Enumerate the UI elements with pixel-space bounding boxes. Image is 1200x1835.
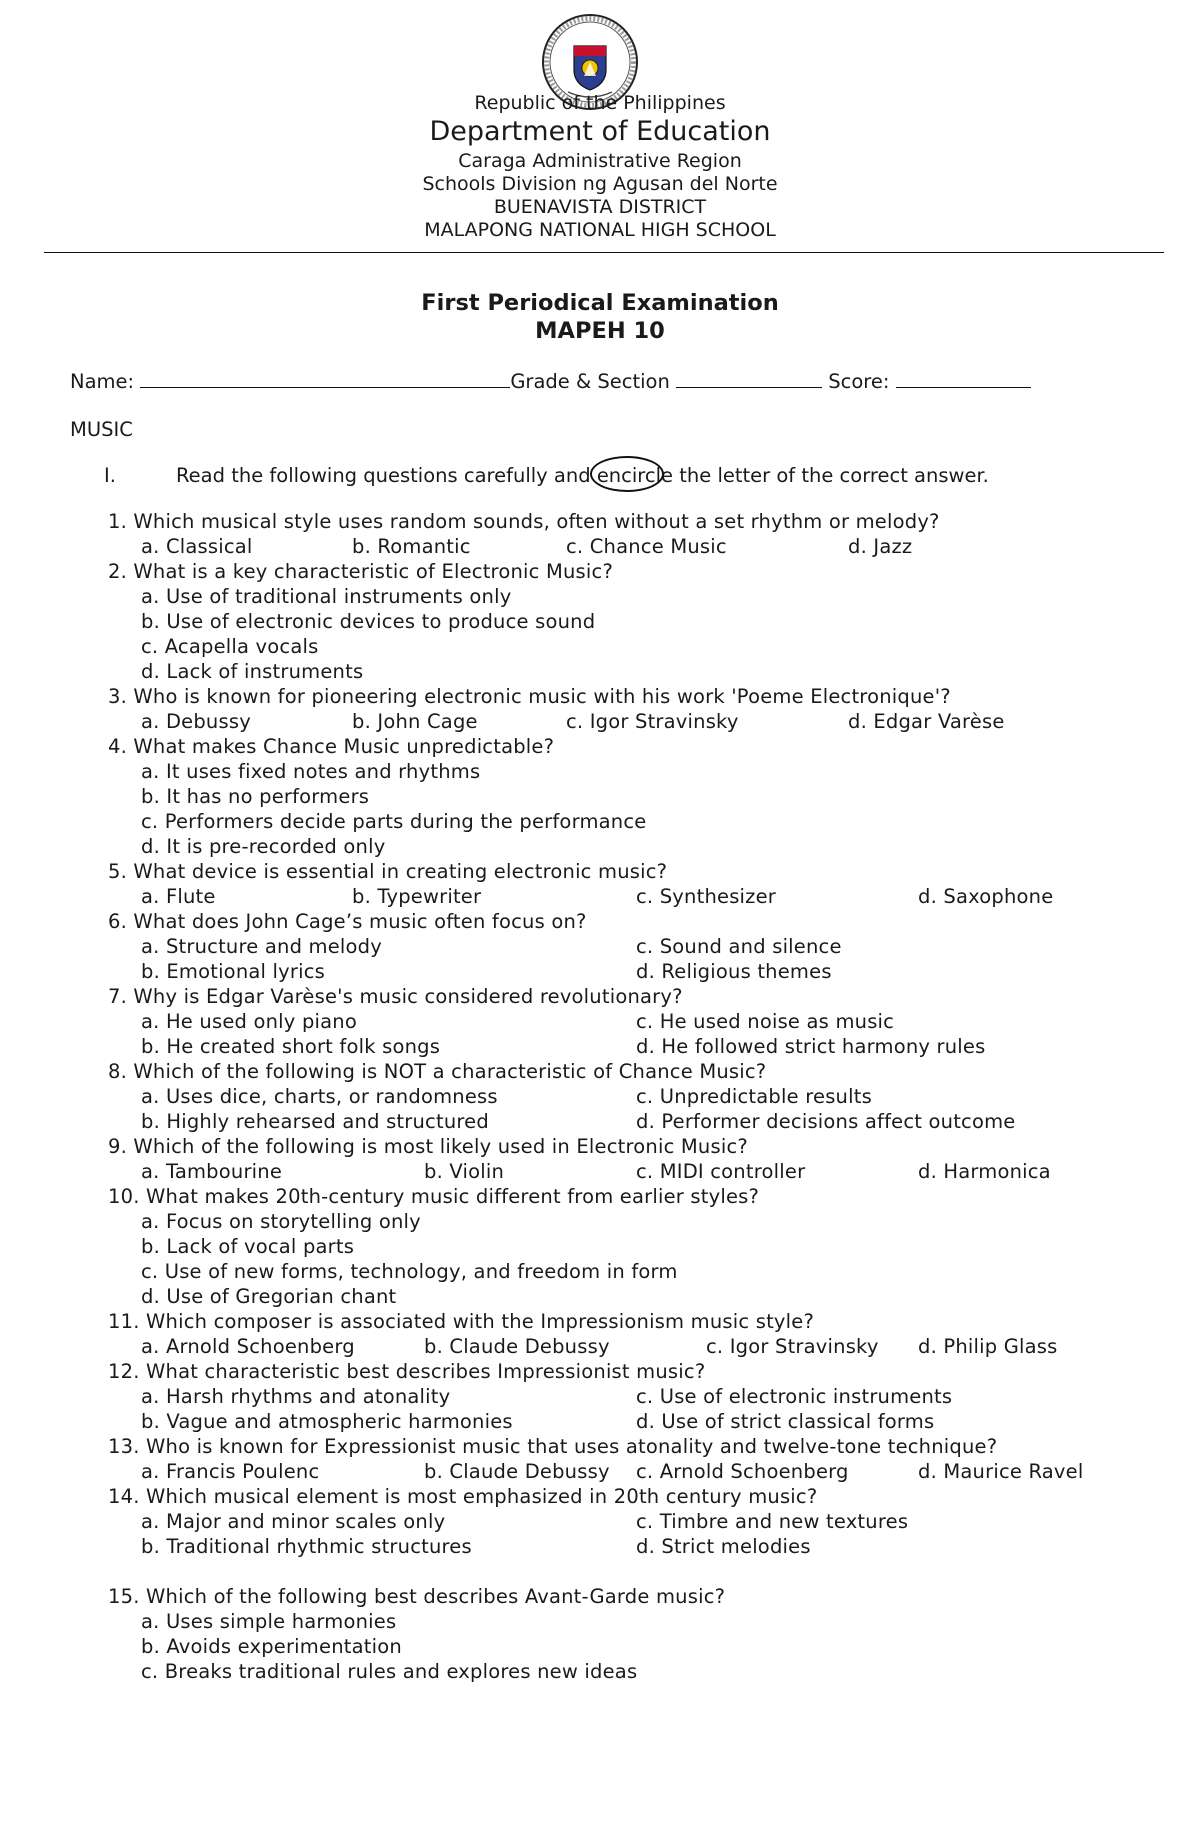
option-2c[interactable]: c. Acapella vocals bbox=[141, 635, 319, 658]
exam-title: First Periodical Examination bbox=[421, 290, 779, 316]
option-1a[interactable]: a. Classical bbox=[141, 535, 253, 558]
option-3b[interactable]: b. John Cage bbox=[352, 710, 478, 733]
question-6: 6. What does John Cage’s music often focus on? bbox=[108, 910, 587, 933]
option-9c[interactable]: c. MIDI controller bbox=[636, 1160, 806, 1183]
option-7d[interactable]: d. He followed strict harmony rules bbox=[636, 1035, 986, 1058]
question-3: 3. Who is known for pioneering electronic music with his work 'Poeme Electronique'? bbox=[108, 685, 951, 708]
option-12d[interactable]: d. Use of strict classical forms bbox=[636, 1410, 935, 1433]
section-title: MUSIC bbox=[70, 418, 133, 441]
option-11d[interactable]: d. Philip Glass bbox=[918, 1335, 1058, 1358]
question-12: 12. What characteristic best describes Impressionist music? bbox=[108, 1360, 706, 1383]
instruction-text-after: the letter of the correct answer. bbox=[673, 464, 989, 487]
option-2d[interactable]: d. Lack of instruments bbox=[141, 660, 364, 683]
option-9d[interactable]: d. Harmonica bbox=[918, 1160, 1051, 1183]
option-1b[interactable]: b. Romantic bbox=[352, 535, 471, 558]
option-7a[interactable]: a. He used only piano bbox=[141, 1010, 357, 1033]
name-blank[interactable] bbox=[140, 368, 510, 388]
option-2a[interactable]: a. Use of traditional instruments only bbox=[141, 585, 512, 608]
option-14c[interactable]: c. Timbre and new textures bbox=[636, 1510, 909, 1533]
option-15c[interactable]: c. Breaks traditional rules and explores new ideas bbox=[141, 1660, 638, 1683]
option-12c[interactable]: c. Use of electronic instruments bbox=[636, 1385, 953, 1408]
option-6d[interactable]: d. Religious themes bbox=[636, 960, 832, 983]
option-10a[interactable]: a. Focus on storytelling only bbox=[141, 1210, 421, 1233]
option-7c[interactable]: c. He used noise as music bbox=[636, 1010, 895, 1033]
question-4: 4. What makes Chance Music unpredictable? bbox=[108, 735, 555, 758]
option-13a[interactable]: a. Francis Poulenc bbox=[141, 1460, 320, 1483]
instruction-text-before: Read the following questions carefully and bbox=[176, 464, 597, 487]
option-3a[interactable]: a. Debussy bbox=[141, 710, 251, 733]
option-14a[interactable]: a. Major and minor scales only bbox=[141, 1510, 446, 1533]
option-11b[interactable]: b. Claude Debussy bbox=[424, 1335, 610, 1358]
question-13: 13. Who is known for Expressionist music that uses atonality and twelve-tone technique? bbox=[108, 1435, 998, 1458]
option-4c[interactable]: c. Performers decide parts during the performance bbox=[141, 810, 647, 833]
option-1c[interactable]: c. Chance Music bbox=[566, 535, 727, 558]
option-5b[interactable]: b. Typewriter bbox=[352, 885, 482, 908]
option-10b[interactable]: b. Lack of vocal parts bbox=[141, 1235, 355, 1258]
option-3d[interactable]: d. Edgar Varèse bbox=[848, 710, 1005, 733]
option-8c[interactable]: c. Unpredictable results bbox=[636, 1085, 872, 1108]
option-9b[interactable]: b. Violin bbox=[424, 1160, 505, 1183]
question-15: 15. Which of the following best describes Avant-Garde music? bbox=[108, 1585, 726, 1608]
score-label: Score: bbox=[828, 370, 890, 393]
option-12a[interactable]: a. Harsh rhythms and atonality bbox=[141, 1385, 451, 1408]
grade-section-blank[interactable] bbox=[676, 368, 822, 388]
option-14b[interactable]: b. Traditional rhythmic structures bbox=[141, 1535, 472, 1558]
option-5a[interactable]: a. Flute bbox=[141, 885, 216, 908]
option-6a[interactable]: a. Structure and melody bbox=[141, 935, 382, 958]
question-11: 11. Which composer is associated with the Impressionism music style? bbox=[108, 1310, 815, 1333]
instruction-circled-word: encircle bbox=[596, 464, 674, 487]
option-15a[interactable]: a. Uses simple harmonies bbox=[141, 1610, 397, 1633]
question-7: 7. Why is Edgar Varèse's music considered revolutionary? bbox=[108, 985, 683, 1008]
option-10c[interactable]: c. Use of new forms, technology, and freedom in form bbox=[141, 1260, 678, 1283]
header-republic: Republic of the Philippines bbox=[474, 92, 726, 114]
option-12b[interactable]: b. Vague and atmospheric harmonies bbox=[141, 1410, 513, 1433]
option-1d[interactable]: d. Jazz bbox=[848, 535, 913, 558]
question-9: 9. Which of the following is most likely used in Electronic Music? bbox=[108, 1135, 748, 1158]
header-department: Department of Education bbox=[429, 116, 771, 147]
header-division: Schools Division ng Agusan del Norte bbox=[422, 173, 778, 195]
option-8d[interactable]: d. Performer decisions affect outcome bbox=[636, 1110, 1016, 1133]
option-7b[interactable]: b. He created short folk songs bbox=[141, 1035, 441, 1058]
option-3c[interactable]: c. Igor Stravinsky bbox=[566, 710, 739, 733]
header-region: Caraga Administrative Region bbox=[458, 150, 742, 172]
option-5c[interactable]: c. Synthesizer bbox=[636, 885, 777, 908]
header-school: MALAPONG NATIONAL HIGH SCHOOL bbox=[424, 219, 776, 241]
option-9a[interactable]: a. Tambourine bbox=[141, 1160, 283, 1183]
option-2b[interactable]: b. Use of electronic devices to produce sound bbox=[141, 610, 596, 633]
option-13c[interactable]: c. Arnold Schoenberg bbox=[636, 1460, 849, 1483]
question-14: 14. Which musical element is most emphasized in 20th century music? bbox=[108, 1485, 818, 1508]
question-8: 8. Which of the following is NOT a characteristic of Chance Music? bbox=[108, 1060, 767, 1083]
option-8b[interactable]: b. Highly rehearsed and structured bbox=[141, 1110, 489, 1133]
encircle-mark bbox=[590, 456, 664, 492]
student-info-line bbox=[70, 368, 1031, 393]
option-6b[interactable]: b. Emotional lyrics bbox=[141, 960, 326, 983]
score-blank[interactable] bbox=[896, 368, 1031, 388]
exam-subject: MAPEH 10 bbox=[535, 318, 665, 344]
question-5: 5. What device is essential in creating electronic music? bbox=[108, 860, 668, 883]
option-8a[interactable]: a. Uses dice, charts, or randomness bbox=[141, 1085, 498, 1108]
option-11c[interactable]: c. Igor Stravinsky bbox=[706, 1335, 879, 1358]
option-4b[interactable]: b. It has no performers bbox=[141, 785, 370, 808]
option-4d[interactable]: d. It is pre-recorded only bbox=[141, 835, 386, 858]
option-4a[interactable]: a. It uses fixed notes and rhythms bbox=[141, 760, 481, 783]
option-10d[interactable]: d. Use of Gregorian chant bbox=[141, 1285, 397, 1308]
header-divider bbox=[44, 252, 1164, 253]
instruction-numeral: I. bbox=[104, 464, 116, 487]
option-6c[interactable]: c. Sound and silence bbox=[636, 935, 842, 958]
option-14d[interactable]: d. Strict melodies bbox=[636, 1535, 811, 1558]
option-5d[interactable]: d. Saxophone bbox=[918, 885, 1054, 908]
option-11a[interactable]: a. Arnold Schoenberg bbox=[141, 1335, 355, 1358]
name-label: Name: bbox=[70, 370, 135, 393]
header-district: BUENAVISTA DISTRICT bbox=[493, 196, 707, 218]
grade-section-label: Grade & Section bbox=[510, 370, 670, 393]
option-15b[interactable]: b. Avoids experimentation bbox=[141, 1635, 402, 1658]
option-13b[interactable]: b. Claude Debussy bbox=[424, 1460, 610, 1483]
question-2: 2. What is a key characteristic of Electronic Music? bbox=[108, 560, 613, 583]
question-1: 1. Which musical style uses random sounds, often without a set rhythm or melody? bbox=[108, 510, 940, 533]
instruction-text bbox=[176, 464, 989, 487]
option-13d[interactable]: d. Maurice Ravel bbox=[918, 1460, 1084, 1483]
question-10: 10. What makes 20th-century music different from earlier styles? bbox=[108, 1185, 760, 1208]
